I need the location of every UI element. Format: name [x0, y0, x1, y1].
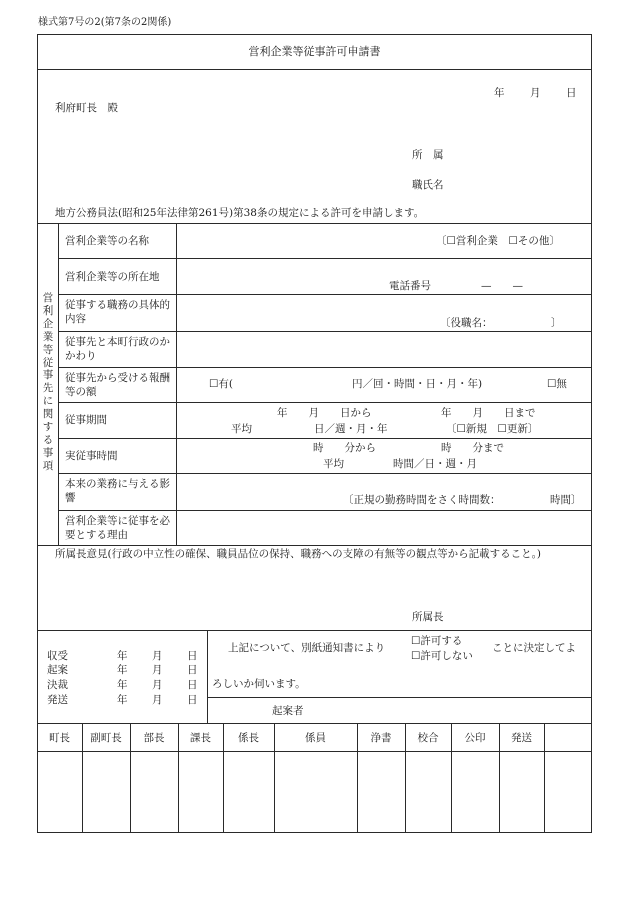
- row-label-name: 営利企業等の名称: [65, 235, 149, 247]
- row-rule-8: [58, 510, 592, 511]
- frame-left: [37, 34, 38, 832]
- phone-label: 電話番号: [389, 280, 431, 292]
- impact-hours-end: 時間〕: [550, 494, 582, 506]
- process-receive-day: 日: [187, 650, 198, 662]
- process-draft-year: 年: [117, 664, 128, 676]
- row-rule-2: [58, 294, 592, 295]
- application-statement: 地方公務員法(昭和25年法律第261号)第38条の規定による許可を申請します。: [55, 207, 425, 219]
- row-label-duties: 従事する職務の具体的内容: [65, 299, 170, 325]
- side-col-rule: [58, 223, 59, 545]
- side-label: 営利企業等従事先に関する事項: [42, 292, 54, 472]
- period-to: 年 月 日まで: [441, 407, 536, 419]
- decision-tail-2: ろしいか伺います。: [212, 678, 306, 690]
- row-rule-7: [58, 473, 592, 474]
- frame-top: [37, 34, 592, 35]
- row-rule-6: [58, 438, 592, 439]
- stamp-staff: 係員: [305, 732, 326, 744]
- hours-to: 時 分まで: [441, 442, 504, 454]
- process-receive-label: 収受: [47, 650, 68, 662]
- row-rule-3: [58, 331, 592, 332]
- stamp-deputy-mayor: 副町長: [90, 732, 122, 744]
- process-send-day: 日: [187, 694, 198, 706]
- table-top-rule: [37, 223, 592, 224]
- period-from: 年 月 日から: [277, 407, 372, 419]
- process-approve-month: 月: [152, 679, 163, 691]
- affiliation-label: 所 属: [412, 149, 444, 161]
- impact-hours-note: 〔正規の勤務時間をさく時間数：: [343, 494, 501, 506]
- row-label-period: 従事期間: [65, 414, 107, 426]
- process-draft-label: 起案: [47, 664, 68, 676]
- phone-dashes: — —: [481, 280, 523, 292]
- frame-bottom: [37, 832, 592, 833]
- stamp-proofread: 校合: [417, 732, 439, 744]
- pay-no-checkbox[interactable]: ☐無: [547, 378, 567, 390]
- hours-average-unit: 時間／日・週・月: [393, 458, 477, 470]
- row-label-impact: 本来の業務に与える影響: [65, 478, 170, 504]
- deny-checkbox[interactable]: ☐許可しない: [411, 650, 473, 662]
- stamp-col-10: [544, 723, 545, 832]
- stamp-section-chief: 課長: [190, 732, 211, 744]
- drafter-rule: [207, 697, 592, 698]
- process-approve-label: 決裁: [47, 679, 68, 691]
- process-divider: [207, 630, 208, 723]
- pay-yes-checkbox[interactable]: ☐有(: [209, 378, 234, 390]
- job-title-field: 〔役職名：: [440, 317, 493, 329]
- hours-from: 時 分から: [313, 442, 376, 454]
- process-approve-year: 年: [117, 679, 128, 691]
- stamp-unit-chief: 係長: [238, 732, 259, 744]
- date-month: 月: [530, 87, 541, 99]
- process-draft-month: 月: [152, 664, 163, 676]
- hours-average-label: 平均: [323, 458, 344, 470]
- decision-tail: ことに決定してよ: [492, 642, 576, 654]
- supervisor-opinion-label: 所属長意見(行政の中立性の確保、職員品位の保持、職務への支障の有無等の観点等から記載すること。): [55, 548, 541, 560]
- stamp-director: 部長: [143, 732, 165, 744]
- period-average-unit: 日／週・月・年: [314, 423, 388, 435]
- row-label-relation: 従事先と本町行政のかかわり: [65, 336, 170, 362]
- process-approve-day: 日: [187, 679, 198, 691]
- row-label-reason: 営利企業等に従事を必要とする理由: [65, 515, 170, 541]
- stamp-official-seal: 公印: [464, 732, 486, 744]
- permit-checkbox[interactable]: ☐許可する: [411, 635, 463, 647]
- title-bottom-rule: [37, 69, 592, 70]
- stamp-mayor: 町長: [49, 732, 70, 744]
- process-send-label: 発送: [47, 694, 68, 706]
- stamp-fair-copy: 浄書: [370, 732, 392, 744]
- stamp-top-rule: [37, 723, 592, 724]
- frame-right: [591, 34, 592, 832]
- decision-lead: 上記について、別紙通知書により: [228, 642, 386, 654]
- period-type-options[interactable]: 〔☐新規 ☐更新〕: [446, 423, 539, 435]
- table-bottom-rule: [37, 545, 592, 546]
- row-rule-4: [58, 367, 592, 368]
- row-label-hours: 実従事時間: [65, 450, 118, 462]
- position-name-label: 職氏名: [412, 179, 444, 191]
- process-send-year: 年: [117, 694, 128, 706]
- pay-unit: 円／回・時間・日・月・年): [352, 378, 483, 390]
- supervisor-label: 所属長: [412, 611, 444, 623]
- document-title: 営利企業等従事許可申請書: [248, 45, 381, 58]
- row-rule-1: [58, 258, 592, 259]
- addressee: 利府町長 殿: [55, 102, 118, 114]
- process-send-month: 月: [152, 694, 163, 706]
- process-draft-day: 日: [187, 664, 198, 676]
- row-rule-5: [58, 402, 592, 403]
- label-col-rule: [176, 223, 177, 545]
- job-title-close: 〕: [551, 317, 562, 329]
- period-average-label: 平均: [231, 423, 252, 435]
- drafter-label: 起案者: [272, 705, 304, 717]
- stamp-dispatch: 発送: [511, 732, 532, 744]
- process-receive-year: 年: [117, 650, 128, 662]
- process-receive-month: 月: [152, 650, 163, 662]
- row-label-pay: 従事先から受ける報酬等の額: [65, 372, 170, 398]
- opinion-bottom-rule: [37, 630, 592, 631]
- form-code: 様式第7号の2(第7条の2関係): [38, 17, 172, 28]
- date-year: 年: [494, 87, 505, 99]
- stamp-header-rule: [37, 751, 592, 752]
- company-type-options[interactable]: 〔☐営利企業 ☐その他〕: [436, 235, 560, 247]
- row-label-location: 営利企業等の所在地: [65, 271, 160, 283]
- date-day: 日: [566, 87, 577, 99]
